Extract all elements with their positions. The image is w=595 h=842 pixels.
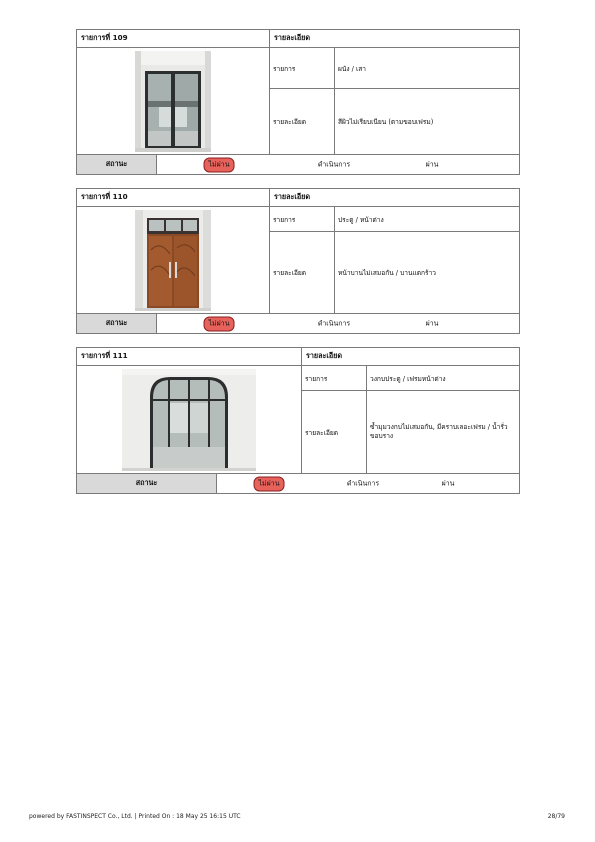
- item-number: รายการที่ 110: [81, 192, 128, 201]
- inspection-photo[interactable]: [135, 51, 211, 152]
- status-options: [157, 314, 519, 333]
- inspection-photo[interactable]: [122, 369, 256, 471]
- detail-field-value: ซ้ำมุมวงกบไม่เสมอกัน, มีคราบเลอะเฟรม / น้ำรั่วขอบราง: [370, 423, 508, 440]
- status-fail-option[interactable]: ไม่ผ่าน: [204, 316, 235, 331]
- item-field-label: รายการ: [270, 48, 335, 88]
- item-number: รายการที่ 109: [81, 33, 128, 42]
- detail-field-label: รายละเอียด: [270, 89, 335, 154]
- item-field-value: ผนัง / เสา: [338, 64, 366, 73]
- detail-header: รายละเอียด: [301, 348, 519, 365]
- photo-cell: [77, 366, 301, 473]
- photo-cell: [77, 48, 269, 154]
- status-in-progress-option[interactable]: ดำเนินการ: [346, 479, 380, 487]
- detail-field-value: สีผิวไม่เรียบเนียน (ตามขอบเฟรม): [338, 118, 434, 126]
- detail-header: รายละเอียด: [269, 30, 519, 47]
- inspection-photo[interactable]: [135, 210, 211, 311]
- item-field-label: รายการ: [270, 207, 335, 231]
- status-fail-option[interactable]: ไม่ผ่าน: [204, 157, 235, 172]
- status-label: สถานะ: [77, 474, 217, 493]
- inspection-item-111: [76, 347, 520, 494]
- inspection-item-110: [76, 188, 520, 334]
- footer-page-number: 28/79: [547, 813, 565, 820]
- status-in-progress-option[interactable]: ดำเนินการ: [317, 319, 351, 327]
- status-options: [157, 155, 519, 174]
- status-options: [217, 474, 519, 493]
- status-pass-option[interactable]: ผ่าน: [425, 160, 439, 168]
- item-field-value: วงกบประตู / เฟรมหน้าต่าง: [370, 374, 446, 383]
- status-label: สถานะ: [77, 155, 157, 174]
- status-label: สถานะ: [77, 314, 157, 333]
- detail-field-label: รายละเอียด: [302, 391, 367, 473]
- detail-header: รายละเอียด: [269, 189, 519, 206]
- status-pass-option[interactable]: ผ่าน: [441, 479, 455, 487]
- item-field-value: ประตู / หน้าต่าง: [338, 215, 384, 224]
- item-field-label: รายการ: [302, 366, 367, 390]
- footer-powered-by: powered by FASTINSPECT Co., Ltd. | Printed On : 18 May 25 16:15 UTC: [29, 813, 241, 820]
- status-pass-option[interactable]: ผ่าน: [425, 319, 439, 327]
- status-in-progress-option[interactable]: ดำเนินการ: [317, 160, 351, 168]
- detail-field-label: รายละเอียด: [270, 232, 335, 313]
- status-fail-option[interactable]: ไม่ผ่าน: [254, 476, 285, 491]
- detail-field-value: หน้าบานไม่เสมอกัน / บานแตกร้าว: [338, 269, 436, 277]
- inspection-item-109: [76, 29, 520, 175]
- item-number: รายการที่ 111: [81, 351, 128, 360]
- photo-cell: [77, 207, 269, 313]
